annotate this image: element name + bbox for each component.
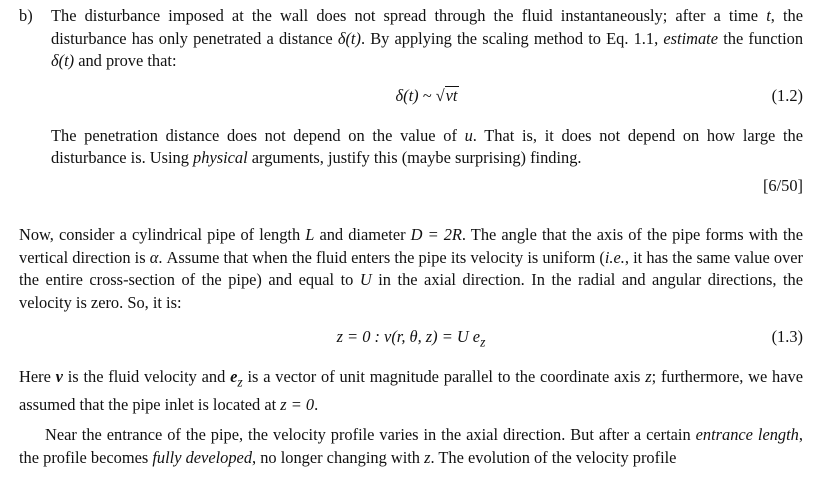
equation-1-2-lhs: δ(t) ~ xyxy=(395,85,436,105)
emphasis-text: i.e. xyxy=(604,247,625,267)
equation-1-3 xyxy=(19,326,803,352)
paragraph-penetration-independence xyxy=(51,125,803,170)
paragraph-entrance-length xyxy=(19,424,803,469)
text-run: . Assume that when the fluid enters the pipe its velocity is uniform ( xyxy=(158,247,605,267)
math-symbol: D = 2R xyxy=(410,225,462,244)
text-run: , no longer changing with xyxy=(252,447,425,467)
item-marker: b) xyxy=(19,6,33,25)
math-symbol: u xyxy=(464,125,473,145)
subscript: z xyxy=(237,374,243,390)
emphasis-text: entrance length xyxy=(695,425,799,445)
text-run: The disturbance imposed at the wall does not spread through the fluid instantaneously; after a time xyxy=(51,6,767,25)
text-run: is a vector of unit magnitude parallel to the coordinate axis xyxy=(242,367,646,386)
emphasis-text: fully developed xyxy=(152,447,253,467)
equation-1-2-body xyxy=(51,85,803,108)
text-run: . xyxy=(314,394,319,414)
paragraph-velocity-definition xyxy=(19,366,803,416)
text-run: Near the entrance of the pipe, the velocity profile varies in the axial direction. But after a certain xyxy=(45,425,696,445)
text-run: , the disturbance has only penetrated a distance xyxy=(51,6,803,48)
equation-1-3-subscript: z xyxy=(480,334,486,350)
document-page xyxy=(19,5,803,469)
paragraph-penetration-intro xyxy=(51,5,803,73)
text-run: and diameter xyxy=(314,225,411,244)
emphasis-text: estimate xyxy=(663,28,719,48)
math-symbol: U xyxy=(359,270,372,289)
paragraph-cylindrical-pipe xyxy=(19,224,803,314)
math-symbol: t xyxy=(766,6,771,25)
math-symbol: z xyxy=(645,367,652,386)
math-symbol: δ(t) xyxy=(337,28,361,48)
text-run: is the fluid velocity and xyxy=(62,367,231,386)
math-symbol: L xyxy=(305,225,315,244)
math-symbol: z = 0 xyxy=(280,394,315,414)
text-run: . By applying the scaling method to Eq. 1.1, xyxy=(360,28,664,48)
math-symbol: α xyxy=(149,247,159,267)
vector-symbol: e xyxy=(230,367,238,386)
text-run: . The evolution of the velocity profile xyxy=(430,447,677,467)
text-run: , the profile becomes xyxy=(19,425,803,467)
emphasis-text: physical xyxy=(193,148,248,167)
text-run: . The angle that the axis of the pipe forms with the vertical direction is xyxy=(19,225,803,267)
text-run: , it has the same value over the entire cross-section of the pipe) and equal to xyxy=(19,247,803,289)
text-run: Now, consider a cylindrical pipe of length xyxy=(19,225,306,244)
vector-symbol: v xyxy=(55,367,63,386)
math-symbol: δ(t) xyxy=(51,51,75,70)
text-run: Here xyxy=(19,367,56,386)
text-run: ; furthermore, we have assumed that the pipe inlet is located at xyxy=(19,367,803,414)
text-run: in the axial direction. In the radial and angular directions, the velocity is zero. So, it is: xyxy=(19,270,803,312)
equation-1-2-number: (1.2) xyxy=(771,85,803,105)
score-label: [6/50] xyxy=(762,175,803,195)
text-run: . That is, it does not depend on how large the disturbance is. Using xyxy=(51,125,803,167)
text-run: the function xyxy=(718,28,804,48)
equation-1-3-body xyxy=(19,326,803,354)
sqrt-sign: √ xyxy=(435,85,445,105)
math-symbol: z xyxy=(424,447,431,467)
equation-1-3-number: (1.3) xyxy=(771,327,803,346)
text-run: and prove that: xyxy=(74,51,177,70)
equation-1-3-text: z = 0 : v(r, θ, z) = U e xyxy=(336,327,481,346)
sqrt-radicand: νt xyxy=(445,85,458,105)
equation-1-2 xyxy=(51,85,803,111)
text-run: arguments, justify this (maybe surprising) finding. xyxy=(247,148,582,167)
problem-item-b xyxy=(19,5,803,197)
text-run: The penetration distance does not depend on the value of xyxy=(51,125,465,145)
